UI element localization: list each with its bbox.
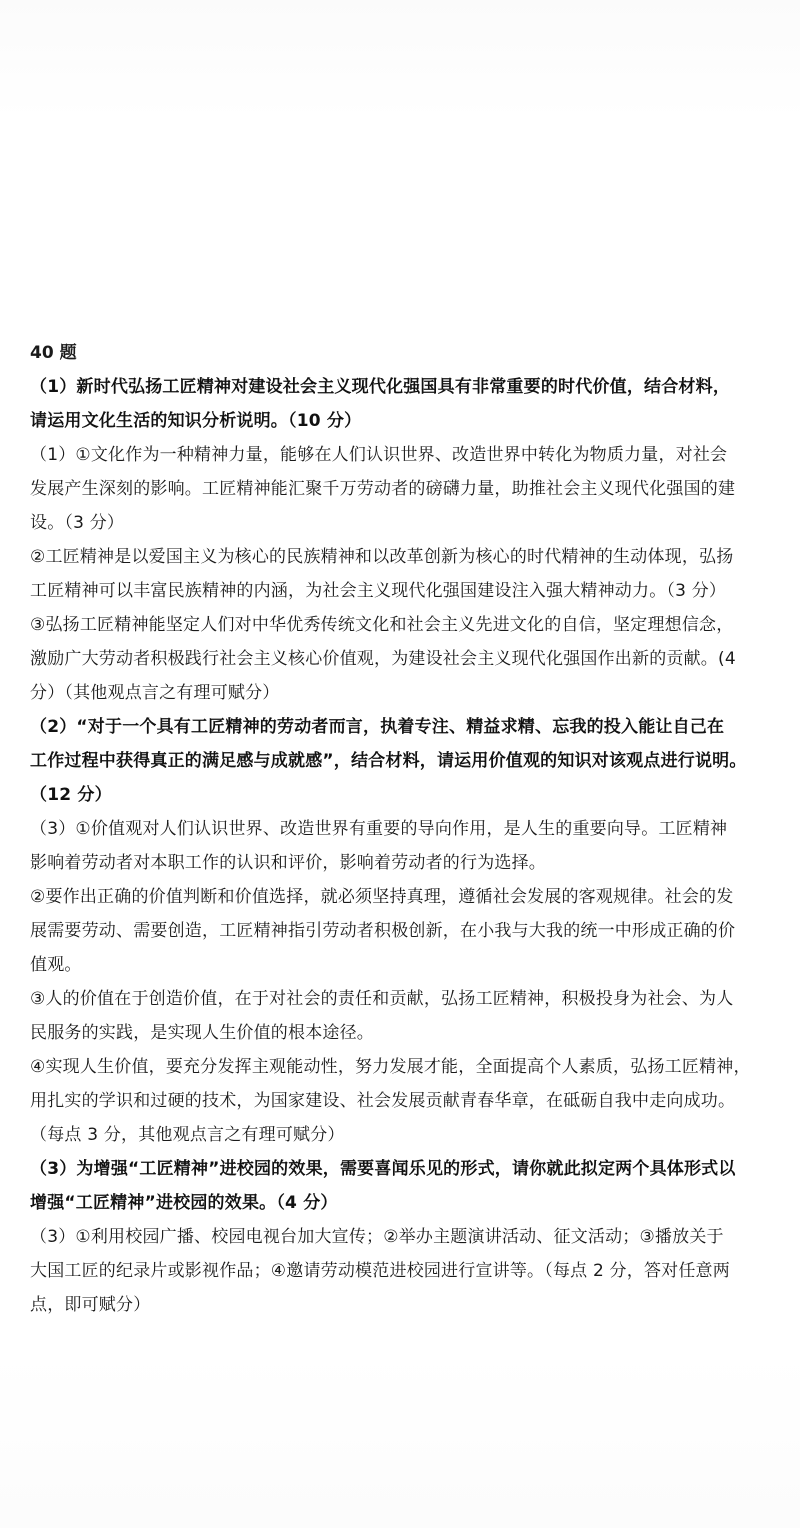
answer-line: ②要作出正确的价值判断和价值选择，就必须坚持真理，遵循社会发展的客观规律。社会的发 xyxy=(30,887,734,907)
answer-line: 用扎实的学识和过硬的技术，为国家建设、社会发展贡献青春华章，在砥砺自我中走向成功。 xyxy=(30,1091,736,1111)
answer-line: ④实现人生价值，要充分发挥主观能动性，努力发展才能，全面提高个人素质，弘扬工匠精神， xyxy=(30,1057,751,1077)
answer-line: 值观。 xyxy=(30,955,82,975)
answer-line: 民服务的实践，是实现人生价值的根本途径。 xyxy=(30,1023,374,1043)
question-title: 40 题 xyxy=(30,343,77,363)
answer-line: 工匠精神可以丰富民族精神的内涵，为社会主义现代化强国建设注入强大精神动力。（3 分） xyxy=(30,581,727,601)
answer-line: ②工匠精神是以爱国主义为核心的民族精神和以改革创新为核心的时代精神的生动体现，弘扬 xyxy=(30,547,734,567)
answer-line: 发展产生深刻的影响。工匠精神能汇聚千万劳动者的磅礴力量，助推社会主义现代化强国的建 xyxy=(30,479,736,499)
question-line: （12 分） xyxy=(30,785,112,805)
answer-line: 激励广大劳动者积极践行社会主义核心价值观，为建设社会主义现代化强国作出新的贡献。(4 xyxy=(30,649,736,669)
answer-line: 设。（3 分） xyxy=(30,513,125,533)
question-line: （1）新时代弘扬工匠精神对建设社会主义现代化强国具有非常重要的时代价值，结合材料， xyxy=(30,377,731,397)
answer-line: （每点 3 分，其他观点言之有理可赋分） xyxy=(30,1125,345,1145)
answer-line: （3）①利用校园广播、校园电视台加大宣传；②举办主题演讲活动、征文活动；③播放关于 xyxy=(30,1227,724,1247)
answer-line: 大国工匠的纪录片或影视作品；④邀请劳动模范进校园进行宣讲等。（每点 2 分，答对任意两 xyxy=(30,1261,730,1281)
answer-line: 分）（其他观点言之有理可赋分） xyxy=(30,683,280,703)
answer-line: （1）①文化作为一种精神力量，能够在人们认识世界、改造世界中转化为物质力量，对社会 xyxy=(30,445,728,465)
answer-line: ③弘扬工匠精神能坚定人们对中华优秀传统文化和社会主义先进文化的自信，坚定理想信念， xyxy=(30,615,734,635)
question-line: （2）“对于一个具有工匠精神的劳动者而言，执着专注、精益求精、忘我的投入能让自己在 xyxy=(30,717,725,737)
answer-content xyxy=(30,336,788,1322)
answer-line: 影响着劳动者对本职工作的认识和评价，影响着劳动者的行为选择。 xyxy=(30,853,546,873)
answer-lines xyxy=(30,370,788,1322)
answer-line: 展需要劳动、需要创造，工匠精神指引劳动者积极创新，在小我与大我的统一中形成正确的价 xyxy=(30,921,736,941)
question-line: 增强“工匠精神”进校园的效果。（4 分） xyxy=(30,1193,338,1213)
question-line: 工作过程中获得真正的满足感与成就感”，结合材料，请运用价值观的知识对该观点进行说明。 xyxy=(30,751,747,771)
answer-line: （3）①价值观对人们认识世界、改造世界有重要的导向作用，是人生的重要向导。工匠精神 xyxy=(30,819,728,839)
question-line: 请运用文化生活的知识分析说明。（10 分） xyxy=(30,411,362,431)
answer-line: ③人的价值在于创造价值，在于对社会的责任和贡献，弘扬工匠精神，积极投身为社会、为人 xyxy=(30,989,734,1009)
question-line: （3）为增强“工匠精神”进校园的效果，需要喜闻乐见的形式，请你就此拟定两个具体形式以 xyxy=(30,1159,736,1179)
answer-line: 点，即可赋分） xyxy=(30,1295,151,1315)
